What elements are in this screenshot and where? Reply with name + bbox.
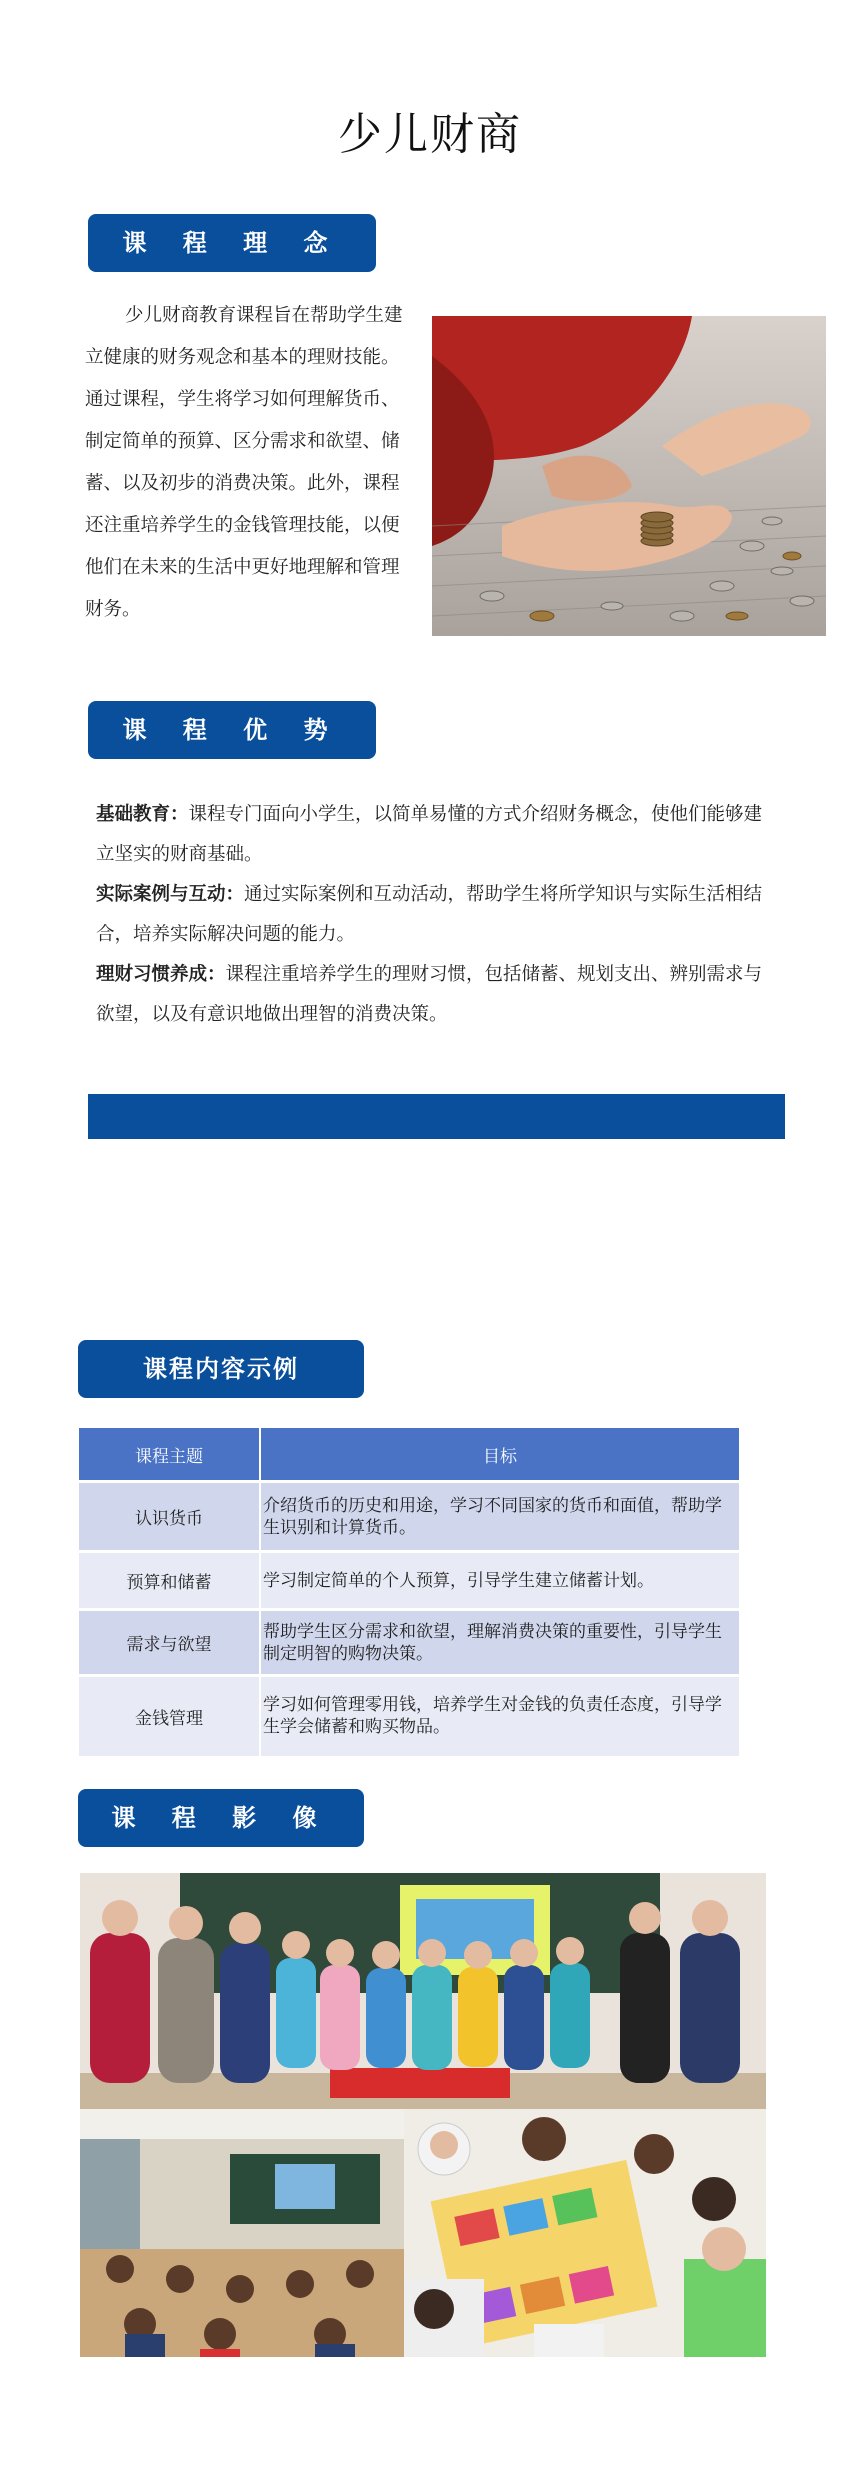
course-content-table — [79, 1428, 741, 1756]
concept-heading: 课 程 理 念 — [88, 214, 376, 272]
table-header-row — [79, 1428, 740, 1482]
board-game-photo — [404, 2109, 766, 2357]
goal-cell: 帮助学生区分需求和欲望，理解消费决策的重要性，引导学生制定明智的购物决策。 — [260, 1610, 740, 1676]
coins-in-hand-photo — [432, 316, 826, 636]
page-title: 少儿财商 — [338, 109, 522, 160]
classroom-photo — [80, 2109, 404, 2357]
table-row — [79, 1676, 740, 1756]
content-examples-heading: 课程内容示例 — [78, 1340, 364, 1398]
class-group-photo — [80, 1873, 766, 2109]
advantages-heading: 课 程 优 势 — [88, 701, 376, 759]
classroom-photo-illustration — [80, 2109, 404, 2357]
concept-text: 少儿财商教育课程旨在帮助学生建立健康的财务观念和基本的理财技能。通过课程，学生将学习如何理解货币、制定简单的预算、区分需求和欲望、储蓄、以及初步的消费决策。此外，课程还注重培养学生的金钱管理技能，以便他们在未来的生活中更好地理解和管理财务。 — [85, 305, 403, 620]
group-photo-illustration — [80, 1873, 766, 2109]
table-row — [79, 1482, 740, 1552]
topic-cell: 金钱管理 — [79, 1676, 260, 1756]
advantage-text: 课程专门面向小学生，以简单易懂的方式介绍财务概念，使他们能够建立坚实的财商基础。 — [96, 804, 763, 865]
concept-paragraph — [85, 295, 403, 631]
advantage-text: 通过实际案例和互动活动，帮助学生将所学知识与实际生活相结合，培养实际解决问题的能力。 — [96, 884, 763, 945]
table-row — [79, 1552, 740, 1610]
section-divider-bar — [88, 1094, 785, 1139]
advantages-list — [96, 795, 770, 1035]
advantage-item — [96, 795, 770, 875]
coins-photo-illustration — [432, 316, 826, 636]
gallery-heading: 课 程 影 像 — [78, 1789, 364, 1847]
topic-cell: 认识货币 — [79, 1482, 260, 1552]
topic-cell: 预算和储蓄 — [79, 1552, 260, 1610]
advantage-item — [96, 955, 770, 1035]
column-header-topic: 课程主题 — [79, 1428, 260, 1482]
advantage-label: 理财习惯养成： — [96, 964, 226, 985]
advantage-label: 实际案例与互动： — [96, 884, 245, 905]
table-row — [79, 1610, 740, 1676]
goal-cell: 学习如何管理零用钱，培养学生对金钱的负责任态度，引导学生学会储蓄和购买物品。 — [260, 1676, 740, 1756]
goal-cell: 学习制定简单的个人预算，引导学生建立储蓄计划。 — [260, 1552, 740, 1610]
goal-cell: 介绍货币的历史和用途，学习不同国家的货币和面值，帮助学生识别和计算货币。 — [260, 1482, 740, 1552]
advantage-item — [96, 875, 770, 955]
column-header-goal: 目标 — [260, 1428, 740, 1482]
advantage-text: 课程注重培养学生的理财习惯，包括储蓄、规划支出、辨别需求与欲望，以及有意识地做出理智的消费决策。 — [96, 964, 763, 1025]
advantage-label: 基础教育： — [96, 804, 189, 825]
topic-cell: 需求与欲望 — [79, 1610, 260, 1676]
board-game-photo-illustration — [404, 2109, 766, 2357]
